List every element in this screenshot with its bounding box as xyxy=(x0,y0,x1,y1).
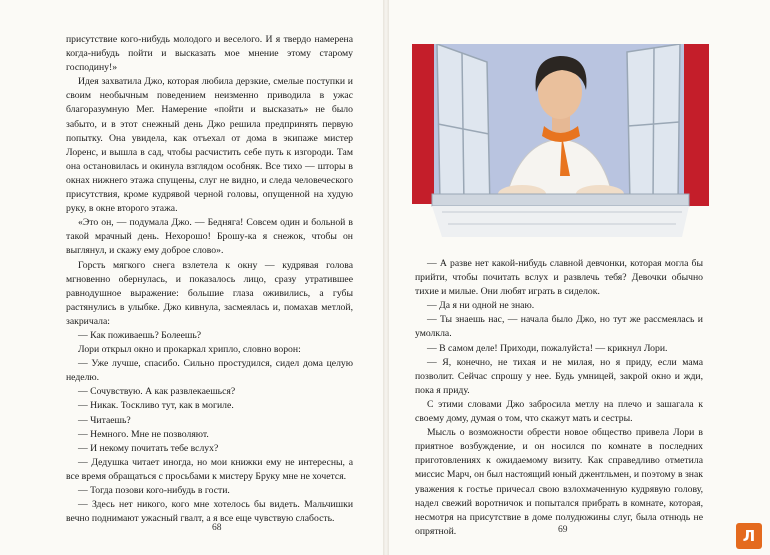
paragraph: — Читаешь? xyxy=(78,414,131,426)
paragraph: — Как поживаешь? Болеешь? xyxy=(78,329,202,341)
wall-below xyxy=(432,206,689,237)
window-illustration xyxy=(412,44,709,237)
paragraph: — Здесь нет никого, кого мне хотелось бы видеть. Мальчишки вечно поднимают ужасный гвалт, а я все еще чувствую слабость. xyxy=(66,499,353,525)
right-window-mullion xyxy=(653,48,654,203)
left-page xyxy=(0,0,383,555)
paragraph: присутствие кого-нибудь молодого и веселого. И я твердо намерена когда-нибудь пойти и высказать мое мнение этому старому господину!» xyxy=(66,34,353,74)
paragraph: — А разве нет какой-нибудь славной девчонки, которая могла бы прийти, чтобы почитать вслух и развлечь тебя? Девочки обычно тихие и милые. Они любят играть в сиделок. xyxy=(415,258,703,298)
right-page xyxy=(389,0,770,555)
paragraph: — Сочувствую. А как развлекаешься? xyxy=(78,386,236,398)
left-page-text xyxy=(66,33,353,526)
paragraph: «Это он, — подумала Джо. — Бедняга! Совсем один и больной в такой мрачный день. Нехорошо! Брошу-ка я снежок, чтобы он выглянул, и скажу ему доброе слово». xyxy=(66,217,353,257)
paragraph: — Тогда позови кого-нибудь в гости. xyxy=(78,485,230,496)
paragraph: — Немного. Мне не позволяют. xyxy=(78,428,209,440)
right-page-text xyxy=(415,257,703,539)
paragraph: — И некому почитать тебе вслух? xyxy=(78,442,219,454)
paragraph: С этими словами Джо забросила метлу на плечо и зашагала к своему дому, думая о том, что скажут мать и сестры. xyxy=(415,398,703,425)
paragraph: — Уже лучше, спасибо. Сильно простудился, сидел дома целую неделю. xyxy=(66,358,353,384)
paragraph: Лори открыл окно и прокаркал хрипло, словно ворон: xyxy=(78,344,301,356)
publisher-watermark-logo: Л xyxy=(736,523,762,549)
page-number: 69 xyxy=(558,525,568,535)
paragraph: — В самом деле! Приходи, пожалуйста! — крикнул Лори. xyxy=(427,342,668,354)
window-sill xyxy=(432,194,689,206)
paragraph: — Да я ни одной не знаю. xyxy=(427,300,535,312)
paragraph: — Ты знаешь нас, — начала было Джо, но тут же рассмеялась и умолкла. xyxy=(415,314,703,340)
paragraph: — Дедушка читает иногда, но мои книжки ему не интересны, а все время обращаться с просьбами к мистеру Бруку мне не хочется. xyxy=(66,456,353,482)
page-number: 68 xyxy=(212,523,222,533)
paragraph: Идея захватила Джо, которая любила дерзкие, смелые поступки и своим необычным поведением неизменно приводила в ужас благоразумную Мег. Намерение «пойти и высказать» не было забыто, и в этот снежный день Джо решила предпринять первую попытку. Она увидела, как отъехал от дома в экипаже мистер Лоренс, и вышла в сад, чтобы расчистить себе путь к изгороди. Там она остановилась и окинула взглядом особняк. Все тихо — шторы в окнах нижнего этажа спущены, слуг не видно, и следа человеческого присутствия, кроме кудрявой черной головы, опущенной на худую руку, в окне второго этажа. xyxy=(66,76,353,215)
right-curtain xyxy=(684,44,709,206)
left-curtain xyxy=(412,44,434,204)
paragraph: — Никак. Тоскливо тут, как в могиле. xyxy=(78,400,234,412)
paragraph: Горсть мягкого снега взлетела к окну — кудрявая голова мгновенно обернулась, и показалось лицо, сразу утратившее равнодушное выражение: большие глаза оживились, а губы растянулись в улыбке. Джо кивнула, засмеялась и, помахав метлой, закричала: xyxy=(66,259,353,327)
paragraph: Мысль о возможности обрести новое общество привела Лори в приятное возбуждение, и он носился по комнате в последних приготовлениях к ожидаемому визиту. Как справедливо отметила миссис Марч, он был настоящий юный джентльмен, и поэтому в знак уважения к гостье причесал свою взлохмаченную кудрявую голову, надел свежий воротничок и попытался прибрать в комнате, которая, несмотря на присутствие в доме полудюжины слуг, была отнюдь не опрятной. xyxy=(415,427,703,537)
paragraph: — Я, конечно, не тихая и не милая, но я приду, если мама позволит. Сейчас спрошу у нее. Будь умницей, закрой окно и жди, пока я приду. xyxy=(415,356,703,396)
